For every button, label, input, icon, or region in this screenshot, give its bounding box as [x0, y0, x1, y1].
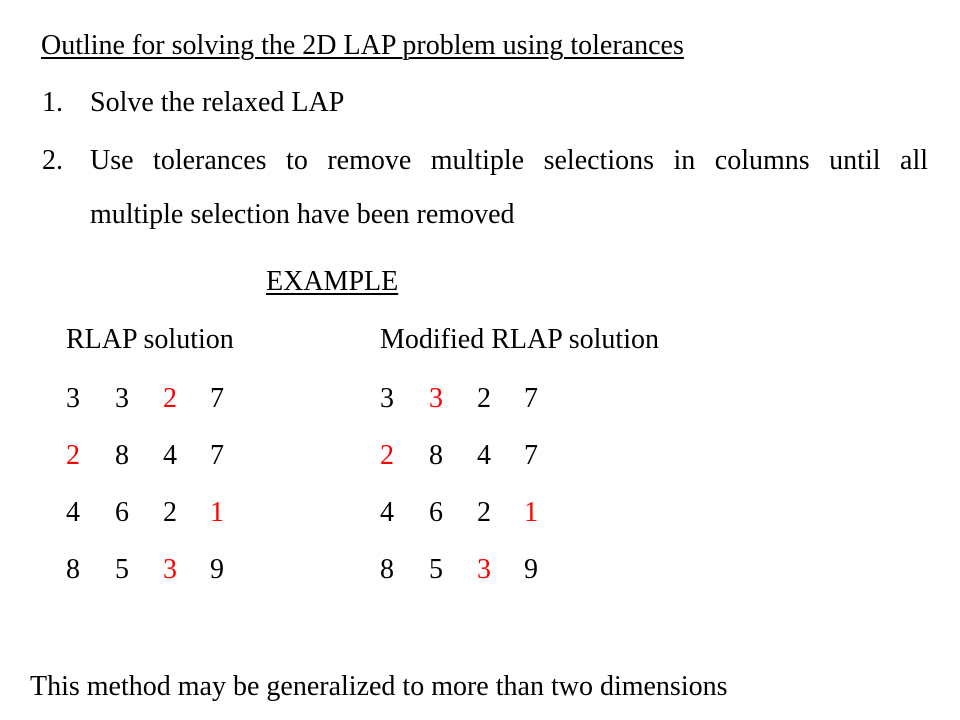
matrix-cell: 3 [380, 383, 394, 414]
example-heading: EXAMPLE [266, 266, 399, 297]
step-text-line-1: Use tolerances to remove multiple selections in columns until all [90, 145, 928, 176]
matrix-cell-selected: 1 [524, 497, 538, 528]
step-number: 1. [42, 87, 63, 118]
matrix-cell: 8 [429, 440, 443, 471]
slide-title: Outline for solving the 2D LAP problem using tolerances [41, 30, 684, 61]
step-text: Solve the relaxed LAP [90, 87, 345, 118]
matrix-cell: 2 [477, 383, 491, 414]
matrix-cell: 9 [210, 554, 224, 585]
modified-rlap-solution-heading: Modified RLAP solution [380, 324, 659, 355]
matrix-cell: 8 [115, 440, 129, 471]
matrix-cell: 5 [429, 554, 443, 585]
matrix-cell: 7 [524, 383, 538, 414]
matrix-cell: 4 [380, 497, 394, 528]
step-number: 2. [42, 145, 63, 176]
matrix-cell: 3 [66, 383, 80, 414]
matrix-cell: 6 [115, 497, 129, 528]
rlap-solution-heading: RLAP solution [66, 324, 234, 355]
matrix-cell-selected: 3 [477, 554, 491, 585]
matrix-cell: 8 [66, 554, 80, 585]
matrix-cell: 7 [210, 383, 224, 414]
matrix-cell-selected: 2 [380, 440, 394, 471]
matrix-cell: 7 [210, 440, 224, 471]
matrix-cell: 9 [524, 554, 538, 585]
matrix-cell-selected: 1 [210, 497, 224, 528]
matrix-cell-selected: 3 [429, 383, 443, 414]
matrix-cell: 8 [380, 554, 394, 585]
matrix-cell: 2 [477, 497, 491, 528]
matrix-cell: 3 [115, 383, 129, 414]
matrix-cell: 5 [115, 554, 129, 585]
step-text-line-2: multiple selection have been removed [90, 199, 515, 230]
matrix-cell-selected: 3 [163, 554, 177, 585]
matrix-cell: 2 [163, 497, 177, 528]
matrix-cell: 4 [163, 440, 177, 471]
footer-note: This method may be generalized to more than two dimensions [30, 671, 728, 702]
matrix-cell: 4 [66, 497, 80, 528]
matrix-cell: 4 [477, 440, 491, 471]
matrix-cell: 6 [429, 497, 443, 528]
matrix-cell-selected: 2 [66, 440, 80, 471]
matrix-cell-selected: 2 [163, 383, 177, 414]
matrix-cell: 7 [524, 440, 538, 471]
